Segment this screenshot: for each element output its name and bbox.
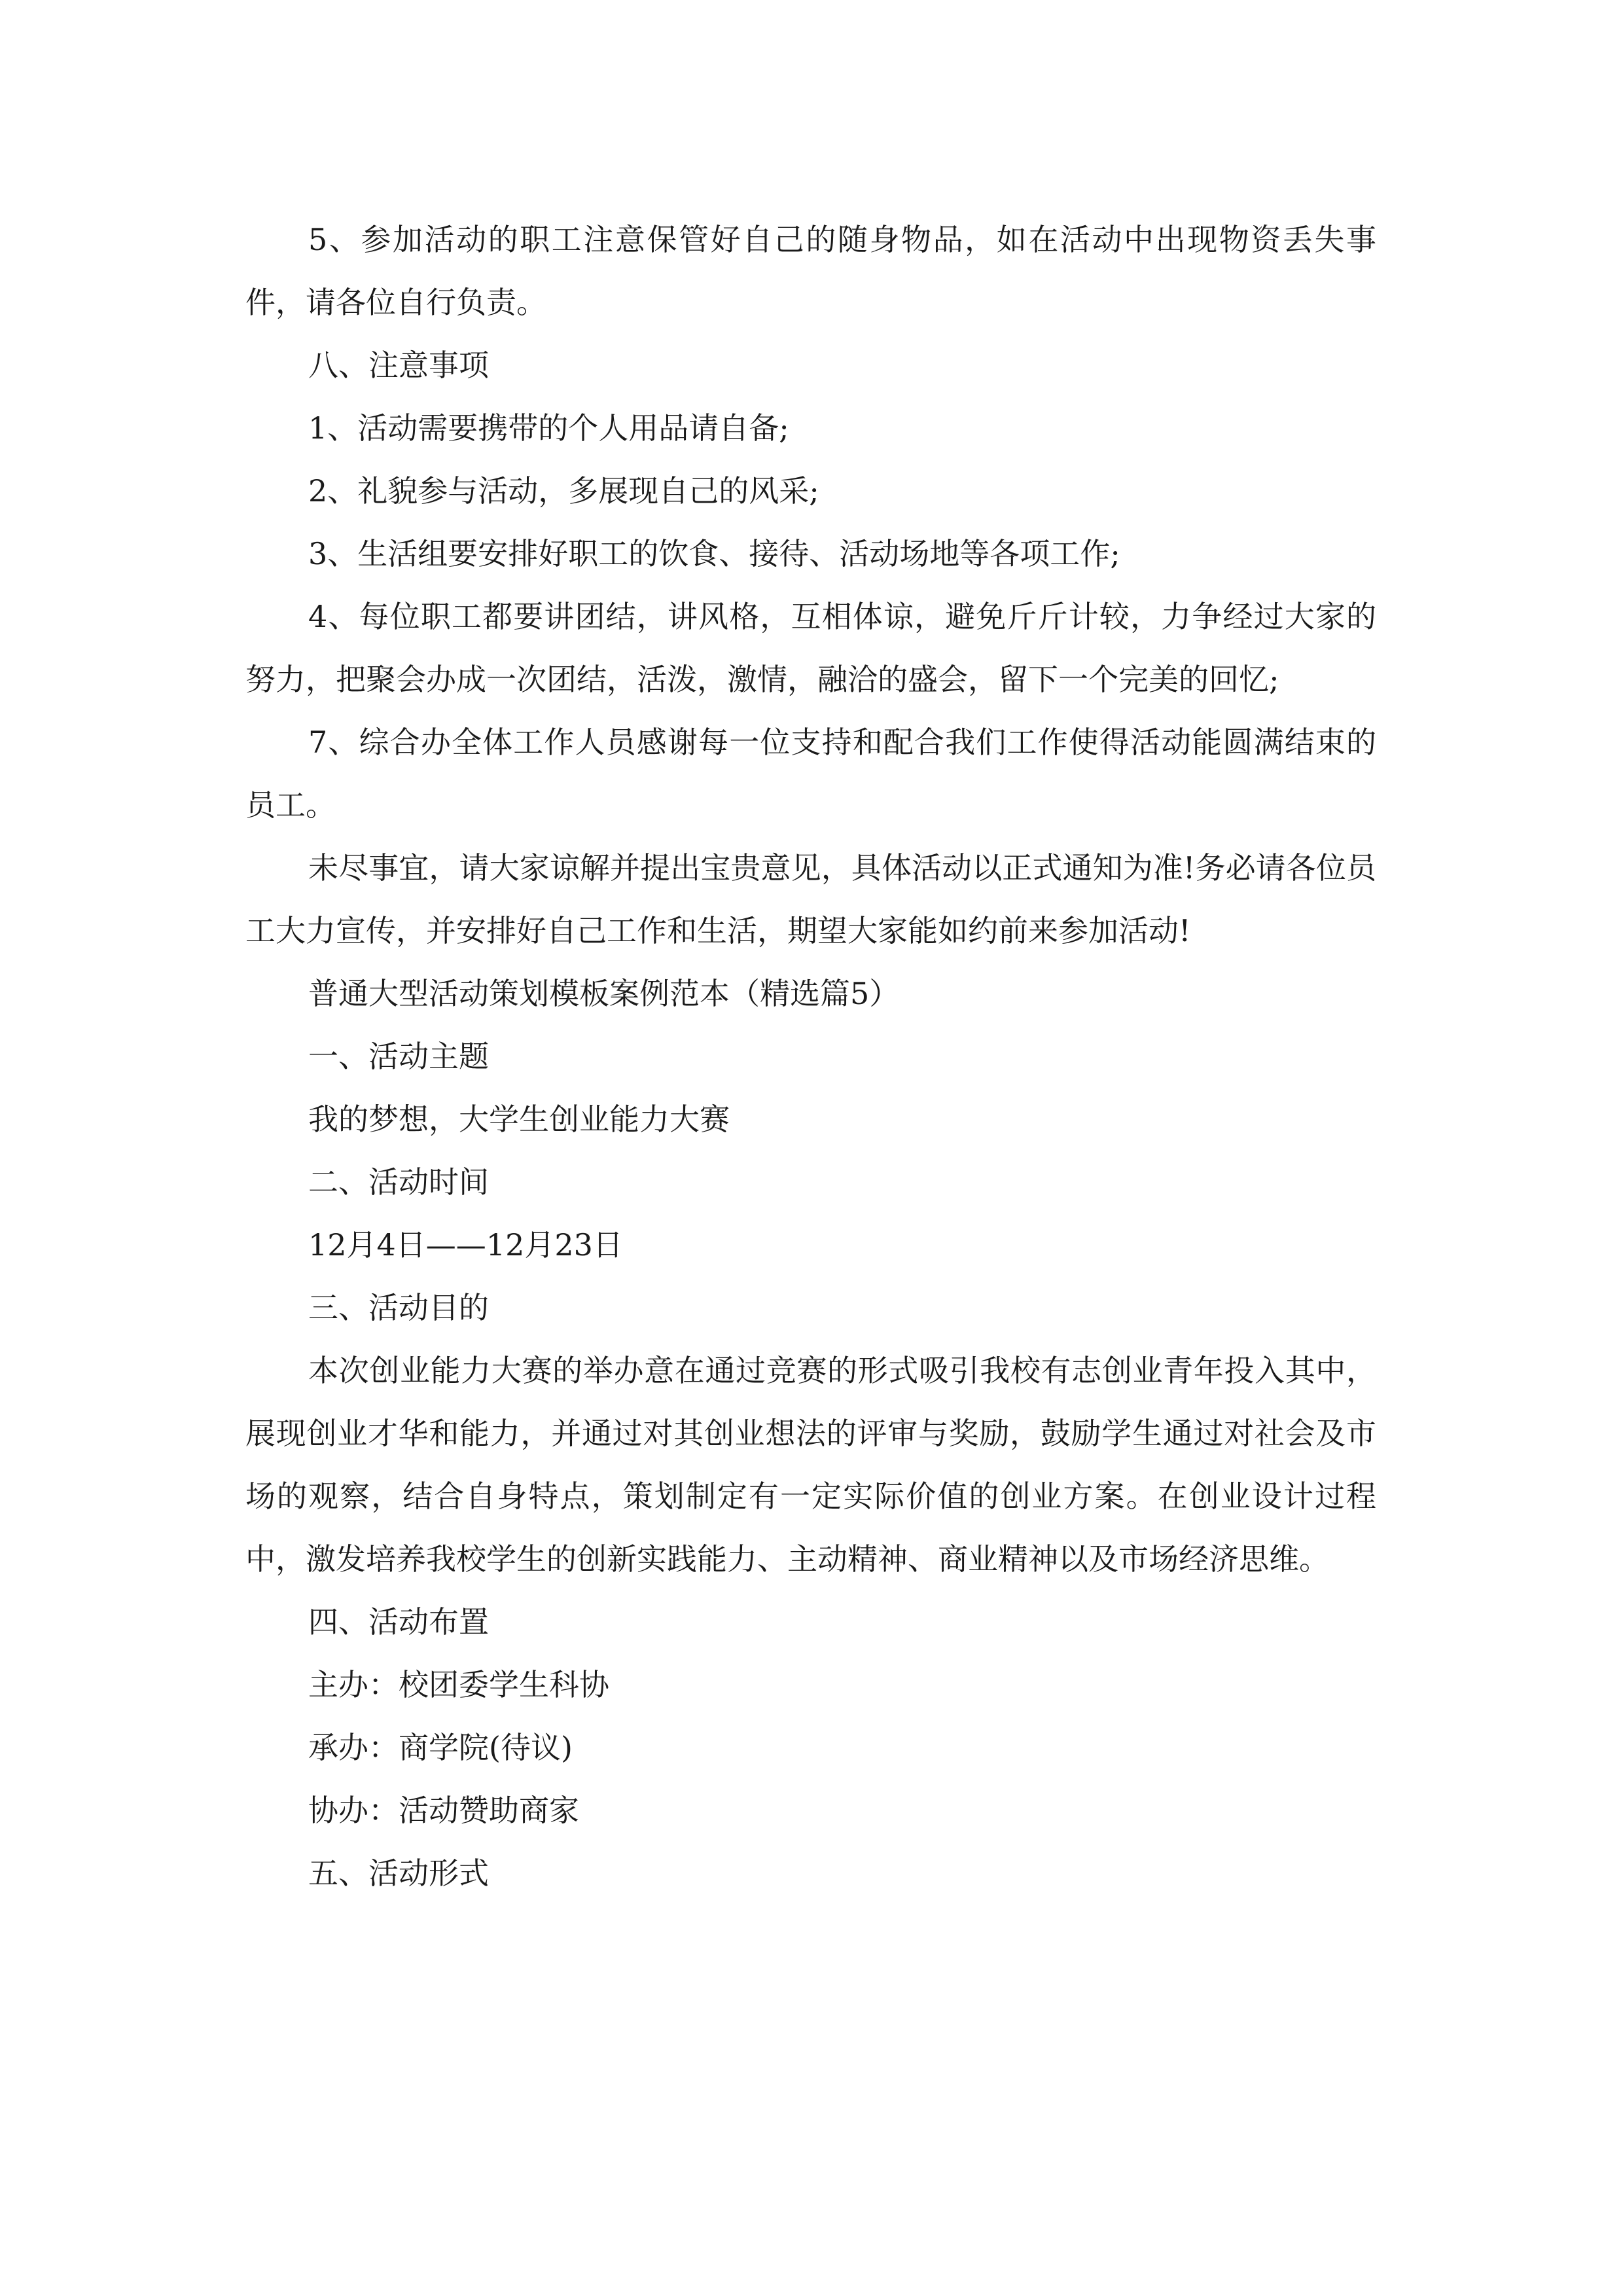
theme-text: 我的梦想，大学生创业能力大赛 [308,1102,730,1137]
closing-paragraph: 未尽事宜，请大家谅解并提出宝贵意见，具体活动以正式通知为准!务必请各位员工大力宣传，并安排好自己工作和生活，期望大家能如约前来参加活动! [245,850,1376,948]
purpose-text: 本次创业能力大赛的举办意在通过竞赛的形式吸引我校有志创业青年投入其中，展现创业才华和能力，并通过对其创业想法的评审与奖励，鼓励学生通过对社会及市场的观察，结合自身特点，策划制定有一定实际价值的创业方案。在创业设计过程中，激发培养我校学生的创新实践能力、主动精神、商业精神以及市场经济思维。 [245,1353,1376,1577]
section-heading-arrangement: 四、活动布置 [308,1604,489,1640]
note-item-7: 7、综合办全体工作人员感谢每一位支持和配合我们工作使得活动能圆满结束的员工。 [245,725,1376,823]
organizer-cohost: 协办：活动赞助商家 [308,1793,579,1828]
note-item-1: 1、活动需要携带的个人用品请自备; [308,410,789,446]
note-item-3: 3、生活组要安排好职工的饮食、接待、活动场地等各项工作; [308,536,1120,571]
section-heading-time: 二、活动时间 [308,1164,489,1200]
section-heading-purpose: 三、活动目的 [308,1290,489,1325]
article-title: 普通大型活动策划模板案例范本（精选篇5） [308,976,900,1011]
note-item-2: 2、礼貌参与活动，多展现自己的风采; [308,473,819,509]
document-page [245,208,1376,1905]
time-text: 12月4日——12月23日 [308,1227,623,1263]
paragraph-item-5: 5、参加活动的职工注意保管好自己的随身物品，如在活动中出现物资丢失事件，请各位自行负责。 [245,222,1376,320]
section-heading-format: 五、活动形式 [308,1856,489,1891]
note-item-4: 4、每位职工都要讲团结，讲风格，互相体谅，避免斤斤计较，力争经过大家的努力，把聚会办成一次团结，活泼，激情，融洽的盛会，留下一个完美的回忆; [245,599,1376,697]
organizer-undertaker: 承办：商学院(待议) [308,1730,573,1765]
section-heading-notes: 八、注意事项 [308,348,489,383]
section-heading-theme: 一、活动主题 [308,1039,489,1074]
organizer-host: 主办：校团委学生科协 [308,1667,609,1702]
